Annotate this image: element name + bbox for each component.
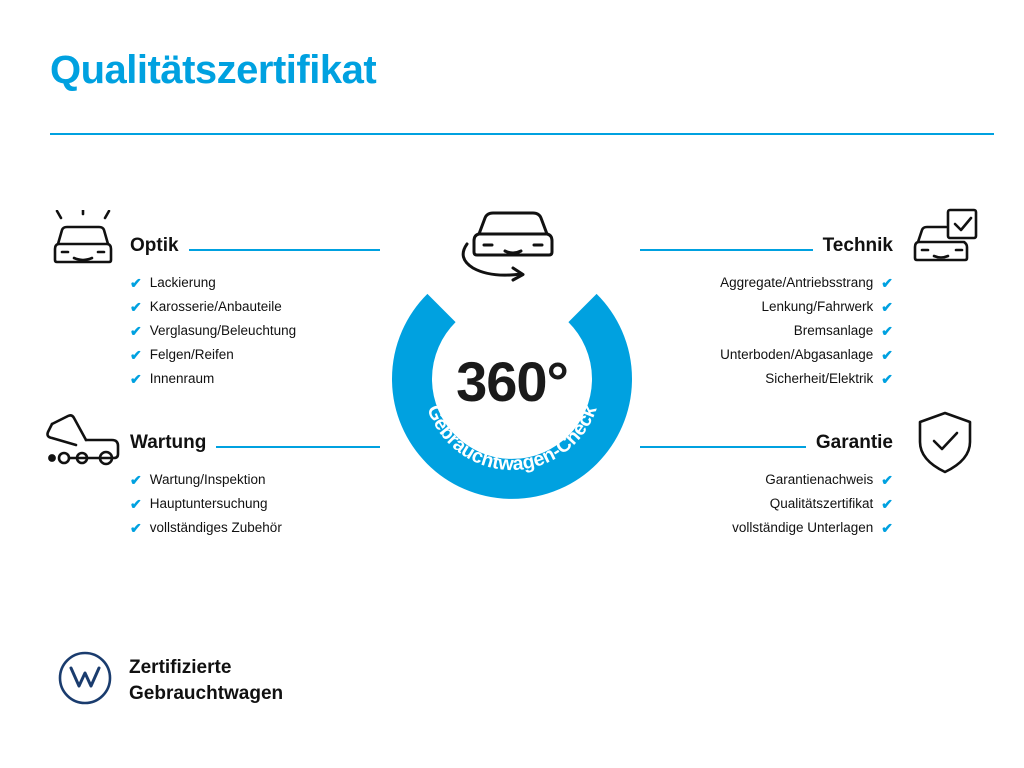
car-front-shine-icon	[48, 210, 118, 277]
list-item-label: Lackierung	[149, 275, 216, 290]
list-item	[130, 319, 380, 343]
list-item	[130, 468, 380, 492]
check-icon: ✔	[130, 371, 142, 387]
section-wartung-title: Wartung	[130, 432, 207, 453]
section-garantie-rule	[640, 446, 806, 448]
list-item-label: Lenkung/Fahrwerk	[761, 299, 874, 314]
list-item	[130, 295, 380, 319]
check-icon: ✔	[881, 472, 893, 488]
check-icon: ✔	[881, 520, 893, 536]
car-checklist-icon	[912, 208, 980, 275]
list-item-label: vollständige Unterlagen	[732, 520, 874, 535]
list-item-label: Bremsanlage	[793, 323, 874, 338]
list-item	[640, 516, 893, 540]
section-optik	[130, 236, 380, 391]
section-technik-list	[640, 271, 893, 391]
check-icon: ✔	[881, 371, 893, 387]
vw-logo	[57, 650, 113, 711]
list-item	[640, 271, 893, 295]
check-badge	[383, 252, 641, 510]
check-icon: ✔	[130, 323, 142, 339]
list-item	[640, 468, 893, 492]
section-wartung-rule	[216, 446, 380, 448]
section-garantie-header	[640, 433, 893, 452]
page-title: Qualitätszertifikat	[50, 48, 377, 92]
list-item	[640, 319, 893, 343]
section-wartung-list	[130, 468, 380, 540]
list-item-label: Qualitätszertifikat	[769, 496, 874, 511]
section-technik-rule	[640, 249, 813, 251]
list-item-label: vollständiges Zubehör	[149, 520, 282, 535]
check-icon: ✔	[130, 275, 142, 291]
section-garantie-list	[640, 468, 893, 540]
section-wartung	[130, 433, 380, 540]
check-icon: ✔	[130, 299, 142, 315]
list-item-label: Karosserie/Anbauteile	[149, 299, 282, 314]
list-item	[130, 271, 380, 295]
list-item-label: Felgen/Reifen	[149, 347, 234, 362]
footer-line-1: Zertifizierte	[129, 656, 232, 678]
list-item	[640, 343, 893, 367]
section-technik-title: Technik	[822, 235, 893, 256]
list-item	[640, 367, 893, 391]
section-optik-header	[130, 236, 380, 255]
shield-check-icon	[915, 410, 975, 481]
list-item	[130, 492, 380, 516]
check-icon: ✔	[881, 496, 893, 512]
section-technik	[640, 236, 893, 391]
list-item	[130, 516, 380, 540]
list-item-label: Hauptuntersuchung	[149, 496, 268, 511]
section-technik-header	[640, 236, 893, 255]
badge-number: 360°	[456, 349, 568, 413]
list-item-label: Sicherheit/Elektrik	[765, 371, 874, 386]
list-item-label: Verglasung/Beleuchtung	[149, 323, 297, 338]
check-icon: ✔	[130, 496, 142, 512]
section-optik-rule	[189, 249, 380, 251]
check-icon: ✔	[881, 323, 893, 339]
section-wartung-header	[130, 433, 380, 452]
check-icon: ✔	[130, 472, 142, 488]
list-item	[640, 492, 893, 516]
list-item-label: Wartung/Inspektion	[149, 472, 266, 487]
badge-arc-text: Gebrauchtwagen-Check	[422, 401, 602, 476]
check-icon: ✔	[881, 347, 893, 363]
list-item	[640, 295, 893, 319]
list-item	[130, 367, 380, 391]
car-lift-icon	[46, 412, 124, 479]
footer-brand	[57, 650, 283, 711]
footer-text	[129, 655, 283, 707]
footer-line-2: Gebrauchtwagen	[129, 682, 284, 704]
check-icon: ✔	[881, 299, 893, 315]
list-item-label: Garantienachweis	[765, 472, 874, 487]
car-rotate-icon	[443, 200, 583, 280]
list-item	[130, 343, 380, 367]
section-optik-list	[130, 271, 380, 391]
section-garantie-title: Garantie	[815, 432, 893, 453]
check-icon: ✔	[881, 275, 893, 291]
title-divider	[50, 133, 994, 135]
list-item-label: Unterboden/Abgasanlage	[720, 347, 874, 362]
check-icon: ✔	[130, 520, 142, 536]
list-item-label: Innenraum	[149, 371, 215, 386]
section-garantie	[640, 433, 893, 540]
check-icon: ✔	[130, 347, 142, 363]
list-item-label: Aggregate/Antriebsstrang	[720, 275, 874, 290]
section-optik-title: Optik	[130, 235, 179, 256]
